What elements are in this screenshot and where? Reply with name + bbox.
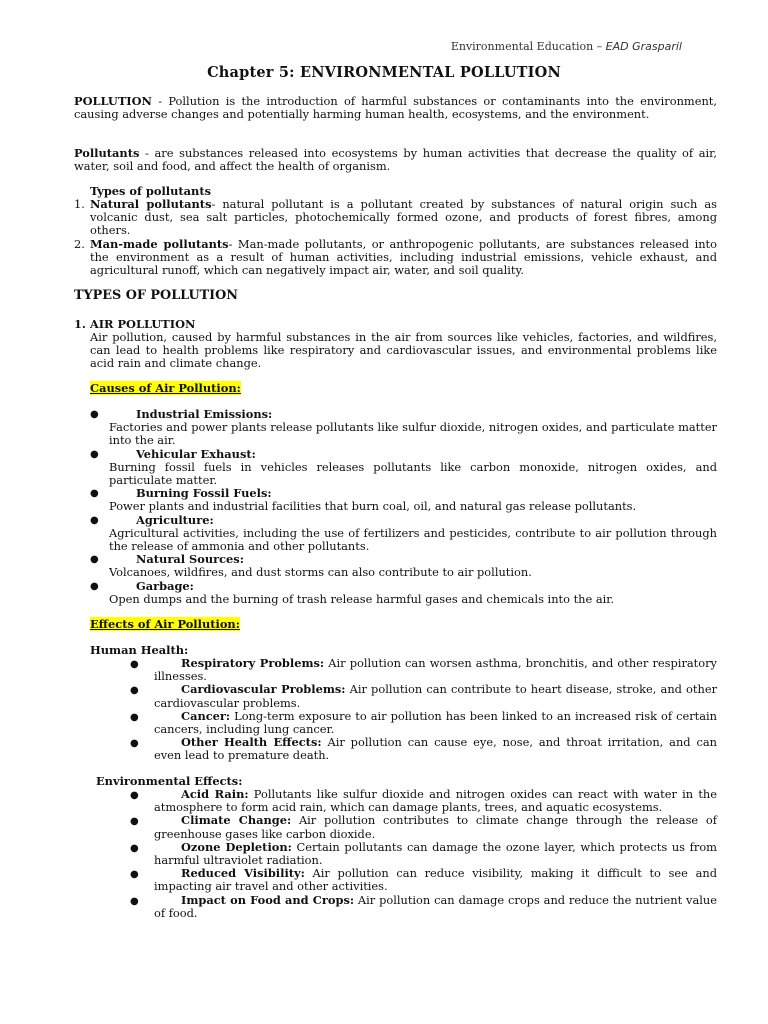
cause-item	[90, 553, 717, 579]
effect-item	[130, 788, 717, 814]
item-number: 2.	[74, 236, 85, 251]
bullet-icon: ●	[130, 816, 139, 828]
human-health-heading: Human Health:	[90, 643, 189, 657]
cause-item	[90, 408, 717, 448]
cause-text: Agricultural activities, including the use of fertilizers and pesticides, contribute to air pollution through the release of ammonia and other pollutants.	[109, 525, 717, 554]
effect-text: Certain pollutants can damage the ozone layer, which protects us from harmful ultraviolet radiation.	[154, 839, 717, 868]
effect-text: Air pollution can contribute to heart disease, stroke, and other cardiovascular problems.	[154, 682, 718, 710]
causes-heading-label: Causes of Air Pollution:	[90, 381, 241, 395]
cause-term: Natural Sources:	[136, 552, 244, 567]
effect-term: Cancer:	[181, 708, 231, 723]
effect-item	[130, 867, 717, 893]
effect-term: Cardiovascular Problems:	[181, 682, 346, 697]
effect-item	[130, 736, 717, 762]
types-of-pollutants-heading: Types of pollutants	[90, 184, 211, 198]
causes-list	[90, 408, 717, 606]
cause-term: Garbage:	[136, 578, 194, 593]
cause-item	[90, 487, 717, 513]
effect-term: Climate Change:	[181, 813, 292, 828]
pollutants-text: - are substances released into ecosystems by human activities that decrease the quality of air, water, soil and food, and affect the health of organism.	[74, 146, 717, 174]
cause-term: Vehicular Exhaust:	[136, 446, 256, 461]
bullet-icon: ●	[90, 554, 99, 566]
pollution-definition	[74, 95, 717, 121]
effect-item	[130, 841, 717, 867]
human-health-list	[130, 657, 717, 763]
item-text: - Man-made pollutants, or anthropogenic pollutants, are substances released into the environment as a result of human activities, including industrial emissions, vehicle exhaust, and agricultural runoff, which can negatively impact air, water, and soil quality.	[90, 236, 717, 278]
effect-text: Air pollution can cause eye, nose, and throat irritation, and can even lead to premature death.	[154, 735, 718, 763]
effect-text: Air pollution can worsen asthma, bronchitis, and other respiratory illnesses.	[154, 656, 717, 684]
cause-item	[90, 514, 717, 554]
effect-text: Air pollution can reduce visibility, making it difficult to see and impacting air travel and other activities.	[154, 866, 717, 894]
effect-text: Air pollution can damage crops and reduce the nutrient value of food.	[154, 892, 717, 920]
effect-text: Air pollution contributes to climate change through the release of greenhouse gases like carbon dioxide.	[154, 813, 717, 841]
bullet-icon: ●	[90, 488, 99, 500]
environmental-effects-list	[130, 788, 717, 920]
types-of-pollutants-list	[74, 198, 717, 277]
bullet-icon: ●	[90, 448, 99, 460]
cause-text: Volcanoes, wildfires, and dust storms can also contribute to air pollution.	[109, 565, 532, 580]
bullet-icon: ●	[130, 790, 139, 801]
pollutants-definition	[74, 147, 717, 173]
pollution-text: - Pollution is the introduction of harmful substances or contaminants into the environment, causing adverse changes and potentially harming human health, ecosystems, and the environment.	[74, 94, 717, 122]
effect-item	[130, 710, 717, 736]
effect-term: Ozone Depletion:	[181, 839, 292, 854]
effect-term: Other Health Effects:	[181, 735, 322, 750]
chapter-title: Chapter 5: ENVIRONMENTAL POLLUTION	[207, 64, 561, 81]
cause-term: Agriculture:	[136, 512, 214, 527]
cause-item	[90, 448, 717, 488]
effect-item	[130, 683, 717, 709]
cause-term: Burning Fossil Fuels:	[136, 486, 272, 501]
types-of-pollution-heading: TYPES OF POLLUTION	[74, 288, 238, 303]
effect-term: Acid Rain:	[181, 787, 249, 801]
bullet-icon: ●	[130, 842, 139, 854]
effect-text: Pollutants like sulfur dioxide and nitrogen oxides can react with water in the atmosphere to form acid rain, which can damage plants, trees, and aquatic ecosystems.	[154, 787, 718, 815]
bullet-icon: ●	[130, 685, 139, 697]
item-term: Natural pollutants	[90, 197, 212, 211]
effect-item	[130, 814, 717, 840]
item-term: Man-made pollutants	[90, 236, 229, 251]
effect-term: Impact on Food and Crops:	[181, 892, 355, 907]
item-number: 1.	[74, 197, 85, 211]
cause-item	[90, 580, 717, 606]
cause-text: Power plants and industrial facilities that burn coal, oil, and natural gas release pollutants.	[109, 499, 637, 514]
pollutants-term: Pollutants	[74, 146, 140, 160]
effect-item	[130, 657, 717, 683]
cause-text: Factories and power plants release pollutants like sulfur dioxide, nitrogen oxides, and particulate matter into the air.	[109, 420, 717, 448]
pollution-term: POLLUTION	[74, 94, 152, 108]
effect-term: Reduced Visibility:	[181, 866, 305, 881]
causes-heading	[90, 382, 241, 395]
cause-text: Open dumps and the burning of trash release harmful gases and chemicals into the air.	[109, 591, 615, 606]
bullet-icon: ●	[130, 738, 139, 750]
effects-heading	[90, 618, 240, 631]
running-header	[451, 40, 682, 53]
environmental-effects-heading: Environmental Effects:	[96, 774, 243, 788]
bullet-icon: ●	[90, 514, 99, 526]
cause-term: Industrial Emissions:	[136, 407, 273, 421]
effect-text: Long-term exposure to air pollution has been linked to an increased risk of certain cancers, including lung cancer.	[154, 708, 717, 737]
list-item	[74, 238, 717, 278]
list-item	[74, 198, 717, 238]
bullet-icon: ●	[130, 711, 139, 723]
effect-item	[130, 894, 717, 920]
bullet-icon: ●	[90, 580, 99, 592]
effect-term: Respiratory Problems:	[181, 656, 325, 670]
course-name: Environmental Education –	[450, 40, 606, 53]
author-name: EAD Grasparil	[605, 40, 682, 53]
bullet-icon: ●	[130, 659, 139, 670]
item-text: - natural pollutant is a pollutant created by substances of natural origin such as volcanic dust, sea salt particles, photochemically formed ozone, and products of forest fibres, among others.	[90, 197, 717, 238]
air-pollution-text: Air pollution, caused by harmful substances in the air from sources like vehicles, factories, and wildfires, can lead to health problems like respiratory and cardiovascular issues, and environmental problems like acid rain and climate change.	[90, 330, 717, 371]
bullet-icon: ●	[130, 895, 139, 907]
air-pollution-heading: 1. AIR POLLUTION	[74, 317, 196, 331]
effects-heading-label: Effects of Air Pollution:	[90, 617, 240, 631]
bullet-icon: ●	[130, 869, 139, 881]
bullet-icon: ●	[90, 409, 99, 420]
cause-text: Burning fossil fuels in vehicles releases pollutants like carbon monoxide, nitrogen oxides, and particulate matter.	[109, 459, 717, 488]
